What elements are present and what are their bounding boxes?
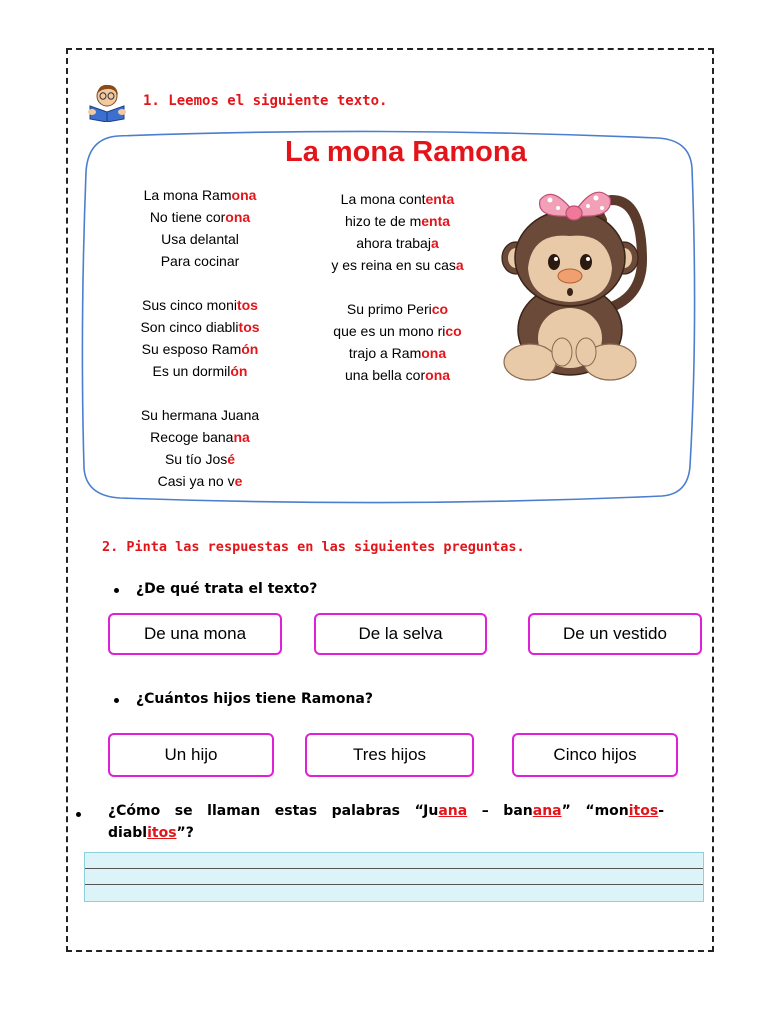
- right-line: [310, 364, 485, 386]
- left-line: [120, 338, 280, 360]
- answer-option-un-hijo[interactable]: Un hijo: [108, 733, 274, 777]
- right-line: [310, 298, 485, 320]
- poem-line-rhyme: a: [430, 235, 439, 251]
- poem-line-text: Su primo Peri: [346, 301, 432, 317]
- right-line: [310, 232, 485, 254]
- poem-line-text: y es reina en su cas: [331, 257, 456, 273]
- poem-line-text: Sus cinco moni: [142, 297, 237, 313]
- answer-option-cinco-hijos[interactable]: Cinco hijos: [512, 733, 678, 777]
- left-stanza-gap: [120, 382, 280, 404]
- bullet-question-2: [114, 698, 119, 703]
- poem-line-text: que es un mono ri: [333, 323, 446, 339]
- section-2-text: Pinta las respuestas en las siguientes preguntas.: [126, 539, 525, 555]
- poem-line-rhyme: ona: [225, 209, 251, 225]
- poem-line-text: Es un dormil: [152, 363, 231, 379]
- poem-line-text: una bella cor: [344, 367, 426, 383]
- answer-option-de-la-selva[interactable]: De la selva: [314, 613, 487, 655]
- poem-line-text: La mona cont: [340, 191, 426, 207]
- section-2-title: [102, 539, 525, 555]
- poem-line-rhyme: tos: [236, 297, 258, 313]
- question-3: [108, 800, 664, 844]
- q3-text-2: – ban: [467, 803, 533, 819]
- q3-text-4: - diabl: [108, 803, 665, 841]
- right-line: [310, 254, 485, 276]
- left-line: [120, 206, 280, 228]
- poem-line-text: trajo a Ram: [348, 345, 422, 361]
- poem-column-right: [310, 188, 485, 386]
- left-stanza-gap: [120, 272, 280, 294]
- q3-highlight-2: ana: [532, 803, 562, 819]
- poem-line-rhyme: co: [431, 301, 449, 317]
- q3-text-5: ”?: [176, 825, 194, 841]
- poem-line-rhyme: co: [445, 323, 462, 339]
- answer-option-tres-hijos[interactable]: Tres hijos: [305, 733, 474, 777]
- bullet-question-1: [114, 588, 119, 593]
- left-line: [120, 250, 280, 272]
- poem-line-text: hizo te de m: [344, 213, 422, 229]
- left-line: [120, 426, 280, 448]
- monkey-illustration: [492, 180, 672, 395]
- q3-highlight-3: itos: [628, 803, 659, 819]
- answer-option-de-un-vestido[interactable]: De un vestido: [528, 613, 702, 655]
- section-2-number: 2.: [102, 539, 119, 555]
- poem-line-text: Su tío Jos: [164, 451, 228, 467]
- poem-line-text: Para cocinar: [160, 253, 240, 269]
- poem-line-rhyme: e: [234, 473, 243, 489]
- right-line: [310, 210, 485, 232]
- q3-highlight-1: ana: [438, 803, 468, 819]
- left-line: [120, 448, 280, 470]
- answer-lines-area: [84, 852, 704, 902]
- poem-column-left: [120, 184, 280, 492]
- left-line: [120, 228, 280, 250]
- poem-line-rhyme: tos: [238, 319, 260, 335]
- poem-line-rhyme: é: [227, 451, 236, 467]
- left-line: [120, 184, 280, 206]
- answer-line-2[interactable]: [85, 869, 703, 885]
- section-1-text: Leemos el siguiente texto.: [168, 93, 388, 109]
- section-1-title: [143, 93, 387, 109]
- poem-line-rhyme: enta: [425, 191, 455, 207]
- poem-title: La mona Ramona: [285, 136, 527, 168]
- right-stanza-gap: [310, 276, 485, 298]
- poem-line-rhyme: enta: [421, 213, 451, 229]
- left-line: [120, 360, 280, 382]
- reading-child-icon: [84, 82, 130, 122]
- poem-line-text: La mona Ram: [143, 187, 232, 203]
- poem-line-text: Son cinco diabli: [140, 319, 239, 335]
- poem-line-text: Su hermana Juana: [140, 407, 260, 423]
- question-1: ¿De qué trata el texto?: [136, 581, 318, 597]
- answer-line-1[interactable]: [85, 853, 703, 869]
- q3-text-3: ” “mon: [561, 803, 629, 819]
- poem-line-rhyme: ona: [421, 345, 447, 361]
- right-line: [310, 320, 485, 342]
- poem-line-rhyme: ón: [230, 363, 248, 379]
- left-line: [120, 316, 280, 338]
- poem-line-rhyme: ona: [231, 187, 257, 203]
- poem-line-rhyme: a: [455, 257, 464, 273]
- poem-line-text: ahora trabaj: [356, 235, 431, 251]
- poem-line-rhyme: ón: [241, 341, 259, 357]
- left-line: [120, 470, 280, 492]
- right-line: [310, 342, 485, 364]
- poem-line-rhyme: na: [233, 429, 250, 445]
- poem-line-rhyme: ona: [425, 367, 451, 383]
- poem-line-text: Recoge bana: [150, 429, 234, 445]
- poem-line-text: Usa delantal: [161, 231, 239, 247]
- q3-text-1: ¿Cómo se llaman estas palabras “Ju: [108, 803, 439, 819]
- left-line: [120, 294, 280, 316]
- poem-line-text: Casi ya no v: [157, 473, 235, 489]
- poem-line-text: No tiene cor: [149, 209, 226, 225]
- poem-line-text: Su esposo Ram: [141, 341, 242, 357]
- right-line: [310, 188, 485, 210]
- answer-line-3[interactable]: [85, 885, 703, 901]
- section-1-number: 1.: [143, 93, 160, 109]
- bullet-question-3: [76, 812, 81, 817]
- left-line: [120, 404, 280, 426]
- q3-highlight-4: itos: [147, 825, 177, 841]
- question-2: ¿Cuántos hijos tiene Ramona?: [136, 691, 373, 707]
- answer-option-de-una-mona[interactable]: De una mona: [108, 613, 282, 655]
